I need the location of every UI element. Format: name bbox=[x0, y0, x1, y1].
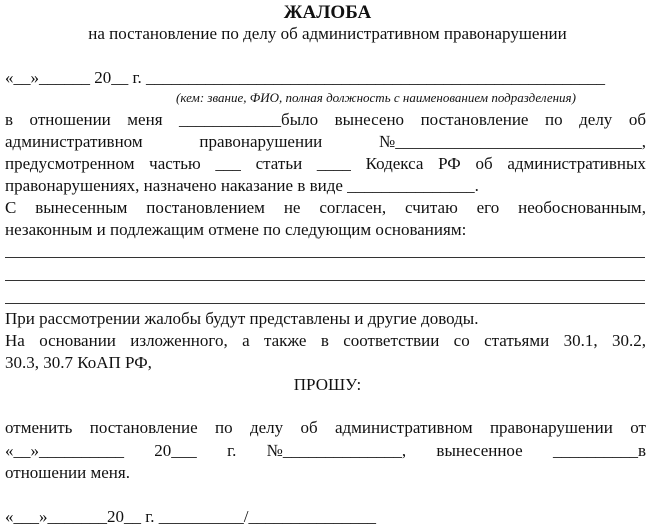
word: постановлением bbox=[146, 198, 265, 217]
paragraph-line: При рассмотрении жалобы будут представлены и другие доводы. bbox=[5, 309, 479, 328]
paragraph-line: отношении меня. bbox=[5, 463, 130, 482]
word: об bbox=[628, 110, 646, 129]
word: РФ bbox=[438, 154, 461, 173]
paragraph-line: правонарушениях, назначено наказание в виде _______________. bbox=[5, 176, 479, 195]
word: соответствии bbox=[343, 331, 440, 350]
word: ____ bbox=[316, 154, 351, 173]
word: вынесенное bbox=[436, 441, 523, 460]
word: об bbox=[475, 154, 493, 173]
word: в bbox=[5, 110, 14, 129]
word: предусмотренном bbox=[5, 154, 135, 173]
word: частью bbox=[149, 154, 201, 173]
word: 20___ bbox=[154, 441, 197, 460]
word: вынесенным bbox=[35, 198, 128, 217]
word: С bbox=[5, 198, 17, 217]
word: а bbox=[242, 331, 250, 350]
document-title: ЖАЛОБА bbox=[283, 2, 372, 23]
word: постановление bbox=[89, 418, 198, 437]
word: 30.1, bbox=[563, 331, 598, 350]
word: ____________было bbox=[179, 110, 319, 129]
word: от bbox=[630, 418, 646, 437]
word: статьями bbox=[484, 331, 550, 350]
word: правонарушении bbox=[489, 418, 613, 437]
word: отменить bbox=[5, 418, 73, 437]
word: не bbox=[283, 198, 301, 217]
paragraph-line: 30.3, 30.7 КоАП РФ, bbox=[5, 353, 152, 372]
word: административном bbox=[5, 132, 143, 151]
document-subtitle: на постановление по делу об административном правонарушении bbox=[88, 24, 567, 43]
word: вынесено bbox=[334, 110, 405, 129]
paragraph-line bbox=[5, 198, 646, 218]
word: делу bbox=[579, 110, 613, 129]
word: также bbox=[263, 331, 307, 350]
word: Кодекса bbox=[365, 154, 424, 173]
word: административном bbox=[334, 418, 473, 437]
word: по bbox=[545, 110, 563, 129]
word: статьи bbox=[255, 154, 303, 173]
paragraph-line bbox=[5, 331, 646, 351]
word: постановление bbox=[420, 110, 529, 129]
word: №______________, bbox=[266, 441, 407, 460]
recipient-note: (кем: звание, ФИО, полная должность с наименованием подразделения) bbox=[176, 90, 576, 105]
paragraph-line bbox=[5, 132, 646, 152]
word: по bbox=[215, 418, 233, 437]
word: изложенного, bbox=[130, 331, 228, 350]
word: об bbox=[300, 418, 318, 437]
word: меня bbox=[127, 110, 163, 129]
word: ___ bbox=[215, 154, 241, 173]
word: г. bbox=[227, 441, 237, 460]
request-heading: ПРОШУ: bbox=[293, 375, 362, 394]
word: делу bbox=[249, 418, 284, 437]
date-recipient-line: «__»______ 20__ г. ______________________________________________________ bbox=[5, 68, 606, 87]
word: согласен, bbox=[319, 198, 387, 217]
word: «__»__________ bbox=[5, 441, 124, 460]
blank-line bbox=[5, 257, 645, 258]
paragraph-line: незаконным и подлежащим отмене по следующим основаниям: bbox=[5, 220, 467, 239]
word: в bbox=[320, 331, 329, 350]
paragraph-line bbox=[5, 418, 646, 438]
word: отношении bbox=[29, 110, 111, 129]
paragraph-line bbox=[5, 110, 646, 130]
blank-line bbox=[5, 303, 645, 304]
blank-line bbox=[5, 280, 645, 281]
word: 30.2, bbox=[611, 331, 646, 350]
word: его bbox=[476, 198, 500, 217]
word: необоснованным, bbox=[518, 198, 646, 217]
paragraph-line bbox=[5, 441, 646, 461]
word: со bbox=[453, 331, 470, 350]
signature-date-line: «___»_______20__ г. __________/_______________ bbox=[5, 507, 377, 526]
word: правонарушении bbox=[199, 132, 323, 151]
paragraph-line bbox=[5, 154, 646, 174]
word: __________в bbox=[552, 441, 646, 460]
word: считаю bbox=[405, 198, 458, 217]
word: №_____________________________, bbox=[379, 132, 646, 151]
word: На bbox=[5, 331, 25, 350]
word: основании bbox=[39, 331, 116, 350]
word: административных bbox=[507, 154, 646, 173]
